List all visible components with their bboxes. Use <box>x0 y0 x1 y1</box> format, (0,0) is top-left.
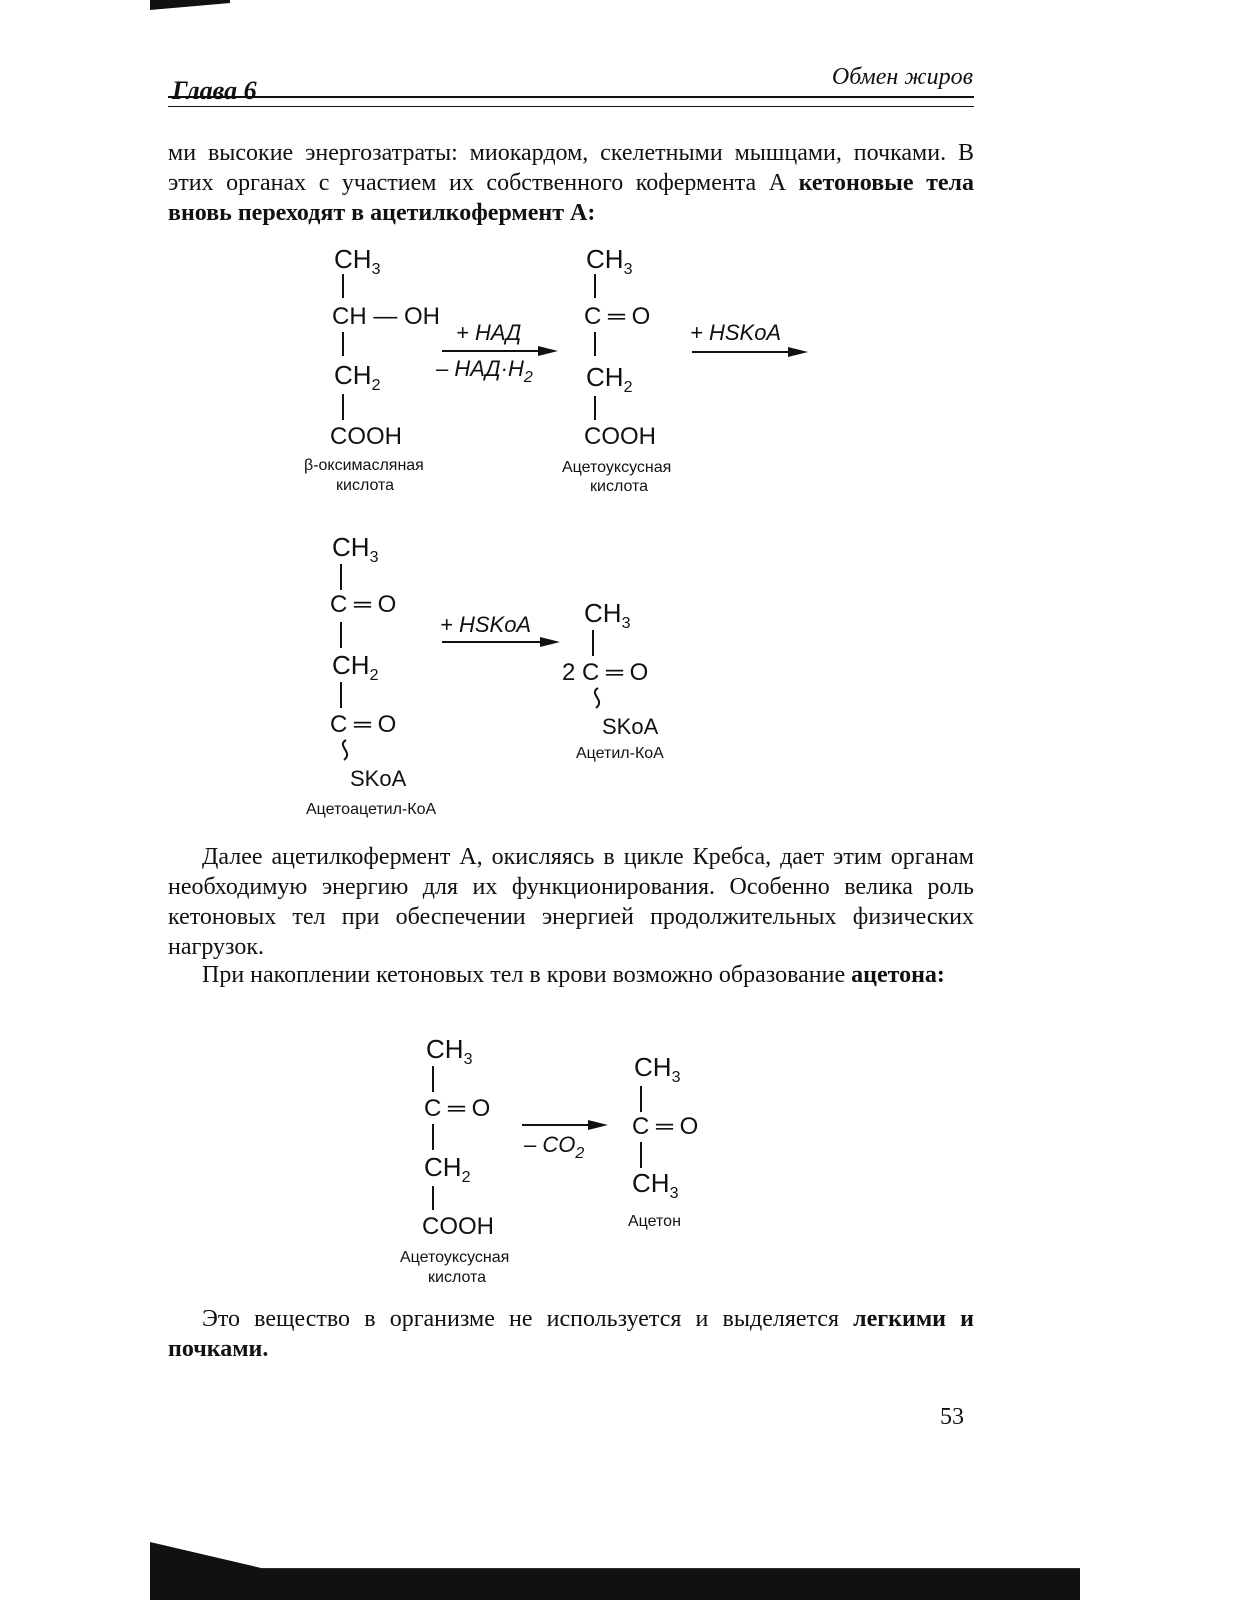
r3-right-ch3-bottom: $CH_3$ <box>632 1168 679 1202</box>
r2-left-ch3: $CH_3$ <box>332 532 379 566</box>
r2-left-co1: C ═ O <box>330 591 397 618</box>
r1-right-co: C ═ O <box>584 303 651 330</box>
r2-right-co: C ═ O <box>582 659 649 686</box>
paragraph-excretion <box>168 1304 974 1364</box>
r2-right-skoa: SKoA <box>602 714 659 739</box>
r3-arrow-bottom: – $CO_2$ <box>524 1132 585 1162</box>
section-title: Обмен жиров <box>831 64 973 90</box>
acetyl-coa <box>562 598 664 762</box>
r1-arrow-bottom: – $НАД\cdot Н_2$ <box>436 356 533 386</box>
r2-right-ch3: $CH_3$ <box>584 598 631 632</box>
r1-left-ch2: $CH_2$ <box>334 360 381 394</box>
acetoacetic-acid-2 <box>400 1034 509 1286</box>
r2-arrow-top: + HSKoA <box>440 612 532 637</box>
acetone <box>628 1052 698 1230</box>
r1-right-ch3: $CH_3$ <box>586 244 633 278</box>
r2-left-skoa: SKoA <box>350 766 407 791</box>
r2-left-co2: C ═ O <box>330 711 397 738</box>
r1-right-ch2: $CH_2$ <box>586 362 633 396</box>
r1-left-cooh: COOH <box>330 423 402 450</box>
r2-left-caption: Ацетоацетил-КоА <box>306 801 437 818</box>
paragraph-acetone <box>168 960 974 990</box>
r1-arrow <box>435 320 558 386</box>
page-number: 53 <box>940 1404 964 1430</box>
r3-left-co: C ═ O <box>424 1095 491 1122</box>
r3-right-co: C ═ O <box>632 1113 699 1140</box>
r1-right-caption-2: кислота <box>590 478 649 495</box>
r1-left-caption-2: кислота <box>336 477 395 494</box>
r2-arrow <box>440 612 560 647</box>
acetoacetyl-coa <box>306 532 436 818</box>
acetoacetic-acid <box>562 244 671 495</box>
r3-left-caption-1: Ацетоуксусная <box>400 1249 510 1266</box>
r1-next-arrow <box>690 320 808 357</box>
r3-left-cooh: COOH <box>422 1213 494 1240</box>
r1-right-caption-1: Ацетоуксусная <box>562 459 672 476</box>
r1-left-caption-1: β-оксимасляная <box>304 457 424 474</box>
r3-left-caption-2: кислота <box>428 1269 487 1286</box>
r1-next-arrow-label: + HSKoA <box>690 320 782 345</box>
r1-right-cooh: COOH <box>584 423 656 450</box>
r3-left-ch3: $CH_3$ <box>426 1034 473 1068</box>
r2-left-ch2: $CH_2$ <box>332 650 379 684</box>
beta-hydroxybutyric-acid <box>304 244 440 494</box>
intro-bold-text: кетоновые тела вновь переходят в ацетилкофермент А: <box>168 170 975 226</box>
r1-left-choh: CH — OH <box>332 303 440 330</box>
r2-right-coefficient: 2 <box>562 659 576 686</box>
r3-left-ch2: $CH_2$ <box>424 1152 471 1186</box>
acetone-text: При накоплении кетоновых тел в крови возможно образование <box>202 962 852 988</box>
acetone-bold-text: ацетона: <box>851 962 945 988</box>
r2-right-caption: Ацетил-КоА <box>576 745 664 762</box>
excretion-bold-text: легкими и почками. <box>168 1306 974 1362</box>
r3-right-ch3-top: $CH_3$ <box>634 1052 681 1086</box>
r3-right-caption: Ацетон <box>628 1213 681 1230</box>
r1-left-ch3: $CH_3$ <box>334 244 381 278</box>
intro-text: ми высокие энергозатраты: миокардом, скелетными мышцами, почками. В этих органах с участием их собственного кофермента А <box>168 140 974 196</box>
excretion-text: Это вещество в организме не используется и выделяется <box>202 1306 854 1332</box>
r3-arrow <box>522 1120 608 1162</box>
r1-arrow-top: + НАД <box>456 320 522 345</box>
paragraph-krebs: Далее ацетилкофермент А, окисляясь в цикле Кребса, дает этим органам необходимую энергию для их функционирования. Особенно велика роль кетоновых тел при обеспечении энергией продолжительных физических нагрузок. <box>168 844 974 960</box>
chapter-label: Глава 6 <box>172 76 257 105</box>
